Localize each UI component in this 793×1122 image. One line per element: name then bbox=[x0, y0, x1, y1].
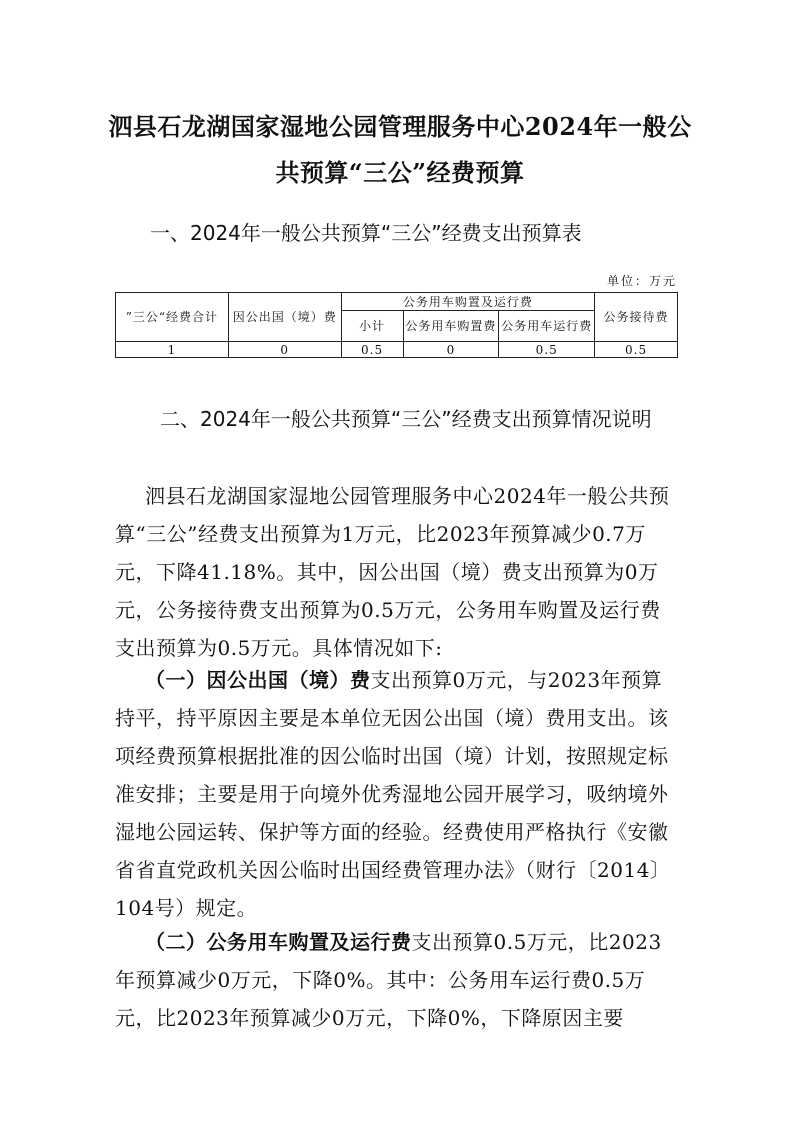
paragraph-travel-abroad bbox=[115, 661, 680, 927]
header-vehicle-purchase: 公务用车购置费 bbox=[403, 311, 499, 342]
section1-heading: 一、2024年一般公共预算“三公”经费支出预算表 bbox=[150, 221, 582, 245]
table-header-row-1 bbox=[116, 293, 678, 311]
table-row bbox=[116, 342, 678, 358]
paragraph-vehicle-text: 支出预算0.5万元，比2023年预算减少0万元，下降0%。其中：公务用车运行费0.5万元，比2023年预算减少0万元，下降0%，下降原因主要 bbox=[115, 930, 662, 1030]
title-line-1: 泗县石龙湖国家湿地公园管理服务中心2024年一般公 bbox=[108, 112, 692, 141]
paragraph-summary: 泗县石龙湖国家湿地公园管理服务中心2024年一般公共预算“三公”经费支出预算为1万元，比2023年预算减少0.7万元，下降41.18%。其中，因公出国（境）费支出预算为0万元，公务接待费支出预算为0.5万元，公务用车购置及运行费支出预算为0.5万元。具体情况如下: bbox=[115, 484, 670, 660]
title-line-2: 共预算“三公”经费预算 bbox=[275, 158, 525, 187]
header-vehicle-group: 公务用车购置及运行费 bbox=[341, 293, 595, 311]
header-travel-abroad: 因公出国（境）费 bbox=[228, 293, 341, 342]
budget-table bbox=[115, 292, 678, 358]
header-reception: 公务接待费 bbox=[595, 293, 678, 342]
header-vehicle-operation: 公务用车运行费 bbox=[499, 311, 595, 342]
value-vehicle-operation: 0.5 bbox=[499, 342, 595, 358]
paragraph-travel-abroad-text: 支出预算0万元，与2023年预算持平，持平原因主要是本单位无因公出国（境）费用支出。该项经费预算根据批准的因公临时出国（境）计划，按照规定标准安排；主要是用于向境外优秀湿地公园开展学习，吸纳境外湿地公园运转、保护等方面的经验。经费使用严格执行《安徽省省直党政机关因公临时出国经费管理办法》（财行〔2014〕104号）规定。 bbox=[115, 668, 671, 920]
value-vehicle-purchase: 0 bbox=[403, 342, 499, 358]
paragraph-travel-abroad-heading: （一）因公出国（境）费 bbox=[145, 668, 371, 692]
paragraph-vehicle-heading: （二）公务用车购置及运行费 bbox=[145, 930, 412, 954]
value-travel-abroad: 0 bbox=[228, 342, 341, 358]
value-total: 1 bbox=[116, 342, 229, 358]
paragraph-vehicle bbox=[115, 923, 680, 1037]
header-subtotal: 小计 bbox=[341, 311, 403, 342]
section2-heading: 二、2024年一般公共预算“三公”经费支出预算情况说明 bbox=[160, 407, 652, 431]
unit-label: 单位：万元 bbox=[606, 274, 677, 288]
value-subtotal: 0.5 bbox=[341, 342, 403, 358]
document-title bbox=[100, 104, 700, 196]
value-reception: 0.5 bbox=[595, 342, 678, 358]
header-total: ”三公“经费合计 bbox=[116, 293, 229, 342]
